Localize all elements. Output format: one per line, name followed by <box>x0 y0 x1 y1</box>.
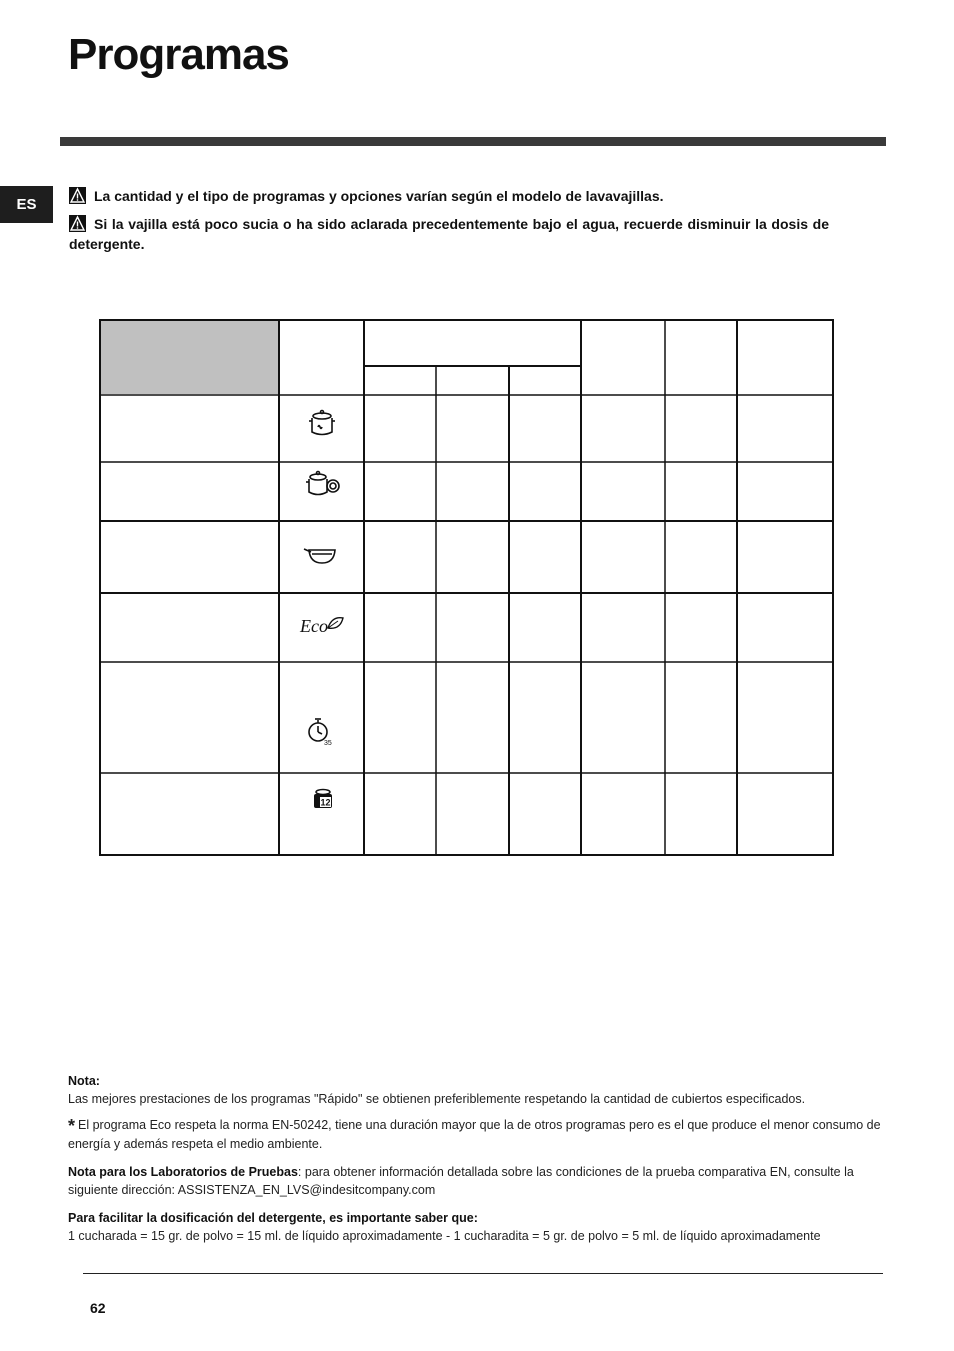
title-divider <box>60 137 886 146</box>
dose-note-text: 1 cucharada = 15 gr. de polvo = 15 ml. de líquido aproximadamente - 1 cucharadita = 5 gr. de polvo = 5 ml. de líquido aproximadamente <box>68 1229 821 1243</box>
asterisk: * <box>68 1116 76 1136</box>
page-number: 62 <box>90 1300 106 1316</box>
language-tab: ES <box>0 186 53 223</box>
bowl-icon <box>302 535 342 575</box>
stopwatch-label: 35 <box>324 740 332 747</box>
eco-note-text: El programa Eco respeta la norma EN-50242, tiene una duración mayor que la de otros programas pero es el que produce el menor consumo de energía y además respeta el medio ambiente. <box>68 1118 881 1151</box>
warning-icon <box>69 187 86 204</box>
program-table <box>99 319 834 856</box>
pot-with-lid-icon <box>302 405 342 445</box>
warning-icon <box>69 215 86 232</box>
eco-leaf-icon <box>298 606 346 646</box>
warning-text-2: Si la vajilla está poco sucia o ha sido aclarada precedentemente bajo el agua, recuerde disminuir la dosis de detergente. <box>69 216 829 252</box>
stopwatch-35-icon <box>302 712 342 752</box>
notes-section <box>68 1072 898 1255</box>
program-table-grid <box>99 319 834 856</box>
lab-note-text: : para obtener información detallada sobre las condiciones de la prueba comparativa EN, consulte la siguiente dirección: ASSISTENZA_EN_LVS@indesitcompany.com <box>68 1165 854 1197</box>
half-load-label: 12 <box>320 797 331 808</box>
pot-and-plate-icon <box>302 466 342 506</box>
eco-label: Eco <box>300 616 328 636</box>
warning-line-2 <box>69 214 829 254</box>
page-title: Programas <box>68 30 289 79</box>
warning-text-1: La cantidad y el tipo de programas y opciones varían según el modelo de lavavajillas. <box>94 188 664 204</box>
nota-heading: Nota: <box>68 1074 100 1088</box>
nota-text: Las mejores prestaciones de los programas "Rápido" se obtienen preferiblemente respetando la cantidad de cubiertos especificados. <box>68 1092 806 1106</box>
lab-note-heading: Nota para los Laboratorios de Pruebas <box>68 1165 298 1179</box>
half-load-12-icon <box>302 782 342 822</box>
footer-divider <box>83 1273 883 1274</box>
dose-note-heading: Para facilitar la dosificación del detergente, es importante saber que: <box>68 1211 478 1225</box>
warning-line-1 <box>69 186 829 206</box>
